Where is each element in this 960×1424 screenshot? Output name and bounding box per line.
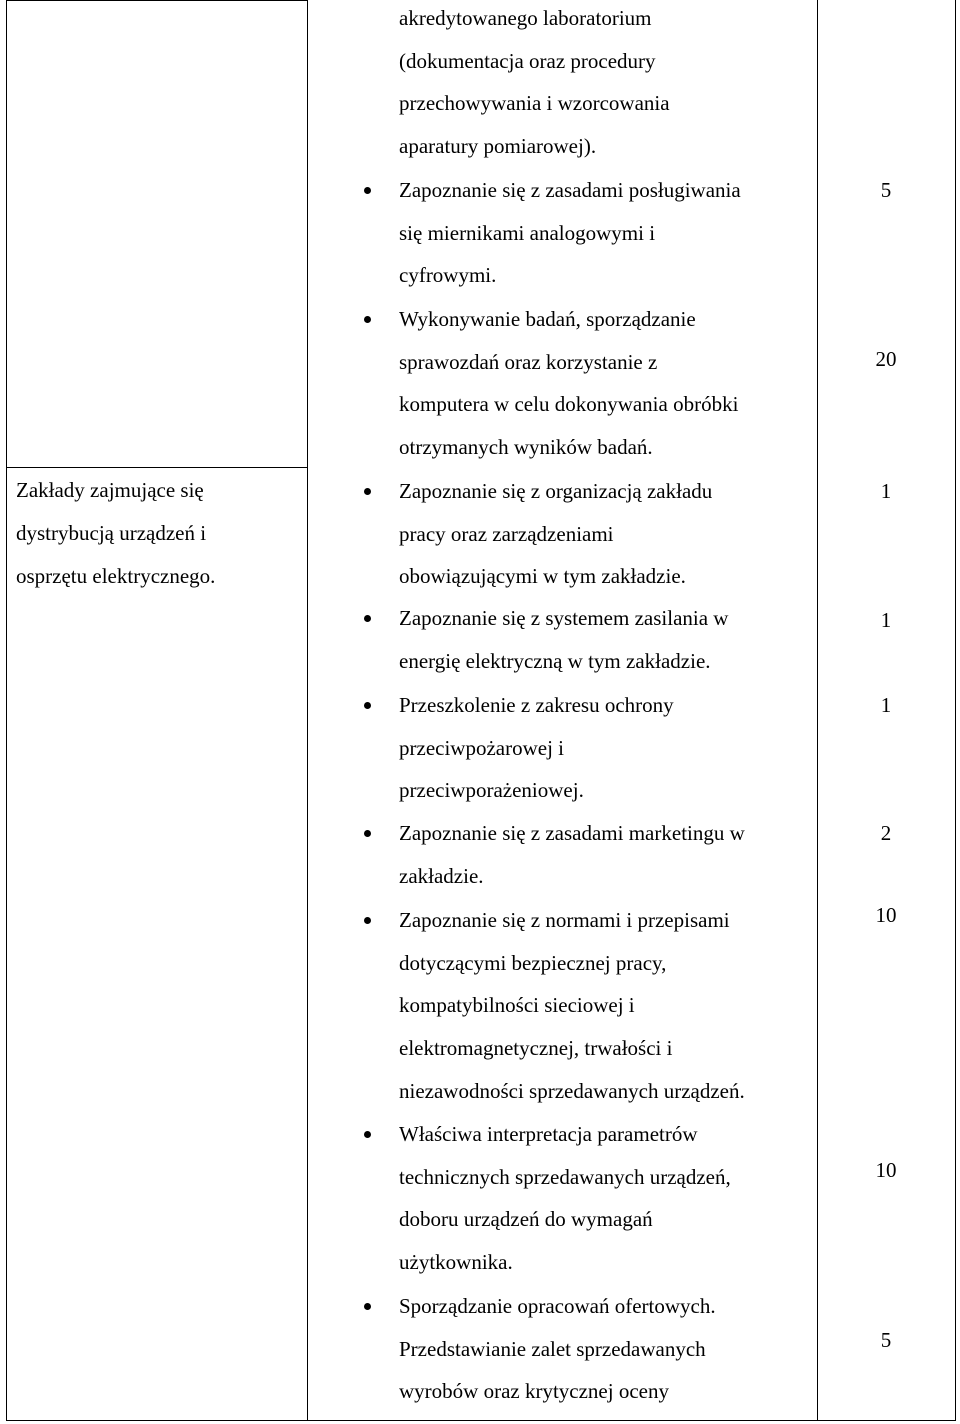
activity-text-line: Zapoznanie się z zasadami posługiwania — [399, 178, 741, 202]
activity-text-line: Zapoznanie się z normami i przepisami — [399, 908, 730, 932]
activity-text-line: (dokumentacja oraz procedury — [399, 49, 656, 73]
activity-text-line: niezawodności sprzedawanych urządzeń. — [399, 1079, 745, 1103]
activity-text-line: Zapoznanie się z systemem zasilania w — [399, 606, 729, 630]
bullet-icon — [364, 316, 371, 323]
bullet-icon — [364, 187, 371, 194]
bullet-icon — [364, 488, 371, 495]
table-border-left — [6, 0, 7, 1421]
activity-text-line: doboru urządzeń do wymagań — [399, 1207, 653, 1231]
left-cell-line: osprzętu elektrycznego. — [16, 564, 216, 588]
activity-text-line: Przedstawianie zalet sprzedawanych — [399, 1337, 706, 1361]
activity-text-line: cyfrowymi. — [399, 263, 497, 287]
bullet-icon — [364, 615, 371, 622]
column-divider-1 — [307, 0, 308, 1421]
left-cell-line: Zakłady zajmujące się — [16, 478, 204, 502]
activity-text-line: sprawozdań oraz korzystanie z — [399, 350, 658, 374]
activity-text-line: kompatybilności sieciowej i — [399, 993, 635, 1017]
left-cell-top-border — [6, 0, 308, 1]
hours-value: 1 — [880, 693, 892, 717]
hours-value: 10 — [875, 1158, 897, 1182]
activity-text-line: elektromagnetycznej, trwałości i — [399, 1036, 673, 1060]
hours-value: 10 — [875, 903, 897, 927]
hours-value: 5 — [880, 1328, 892, 1352]
activity-text-line: aparatury pomiarowej). — [399, 134, 597, 158]
activity-text-line: dotyczącymi bezpiecznej pracy, — [399, 951, 667, 975]
activity-text-line: Zapoznanie się z zasadami marketingu w — [399, 821, 745, 845]
activity-text-line: technicznych sprzedawanych urządzeń, — [399, 1165, 731, 1189]
activity-text-line: przechowywania i wzorcowania — [399, 91, 670, 115]
activity-text-line: akredytowanego laboratorium — [399, 6, 652, 30]
activity-text-line: Sporządzanie opracowań ofertowych. — [399, 1294, 716, 1318]
table-border-bottom — [6, 1420, 956, 1421]
activity-text-line: Właściwa interpretacja parametrów — [399, 1122, 698, 1146]
activity-text-line: otrzymanych wyników badań. — [399, 435, 653, 459]
bullet-icon — [364, 1131, 371, 1138]
hours-value: 2 — [880, 821, 892, 845]
activity-text-line: przeciwporażeniowej. — [399, 778, 584, 802]
activity-text-line: pracy oraz zarządzeniami — [399, 522, 614, 546]
bullet-icon — [364, 702, 371, 709]
activity-text-line: się miernikami analogowymi i — [399, 221, 656, 245]
activity-text-line: Zapoznanie się z organizacją zakładu — [399, 479, 713, 503]
column-divider-2 — [817, 0, 818, 1421]
bullet-icon — [364, 917, 371, 924]
activity-text-line: energię elektryczną w tym zakładzie. — [399, 649, 711, 673]
activity-text-line: użytkownika. — [399, 1250, 513, 1274]
hours-value: 20 — [875, 347, 897, 371]
hours-value: 1 — [880, 479, 892, 503]
activity-text-line: zakładzie. — [399, 864, 484, 888]
hours-value: 5 — [880, 178, 892, 202]
activity-text-line: obowiązującymi w tym zakładzie. — [399, 564, 686, 588]
left-cell-line: dystrybucją urządzeń i — [16, 521, 207, 545]
table-border-right — [955, 0, 956, 1421]
row-divider — [6, 467, 308, 468]
activity-text-line: komputera w celu dokonywania obróbki — [399, 392, 739, 416]
activity-text-line: Przeszkolenie z zakresu ochrony — [399, 693, 674, 717]
hours-value: 1 — [880, 608, 892, 632]
activity-text-line: Wykonywanie badań, sporządzanie — [399, 307, 696, 331]
bullet-icon — [364, 1303, 371, 1310]
bullet-icon — [364, 830, 371, 837]
activity-text-line: wyrobów oraz krytycznej oceny — [399, 1379, 669, 1403]
activity-text-line: przeciwpożarowej i — [399, 736, 564, 760]
